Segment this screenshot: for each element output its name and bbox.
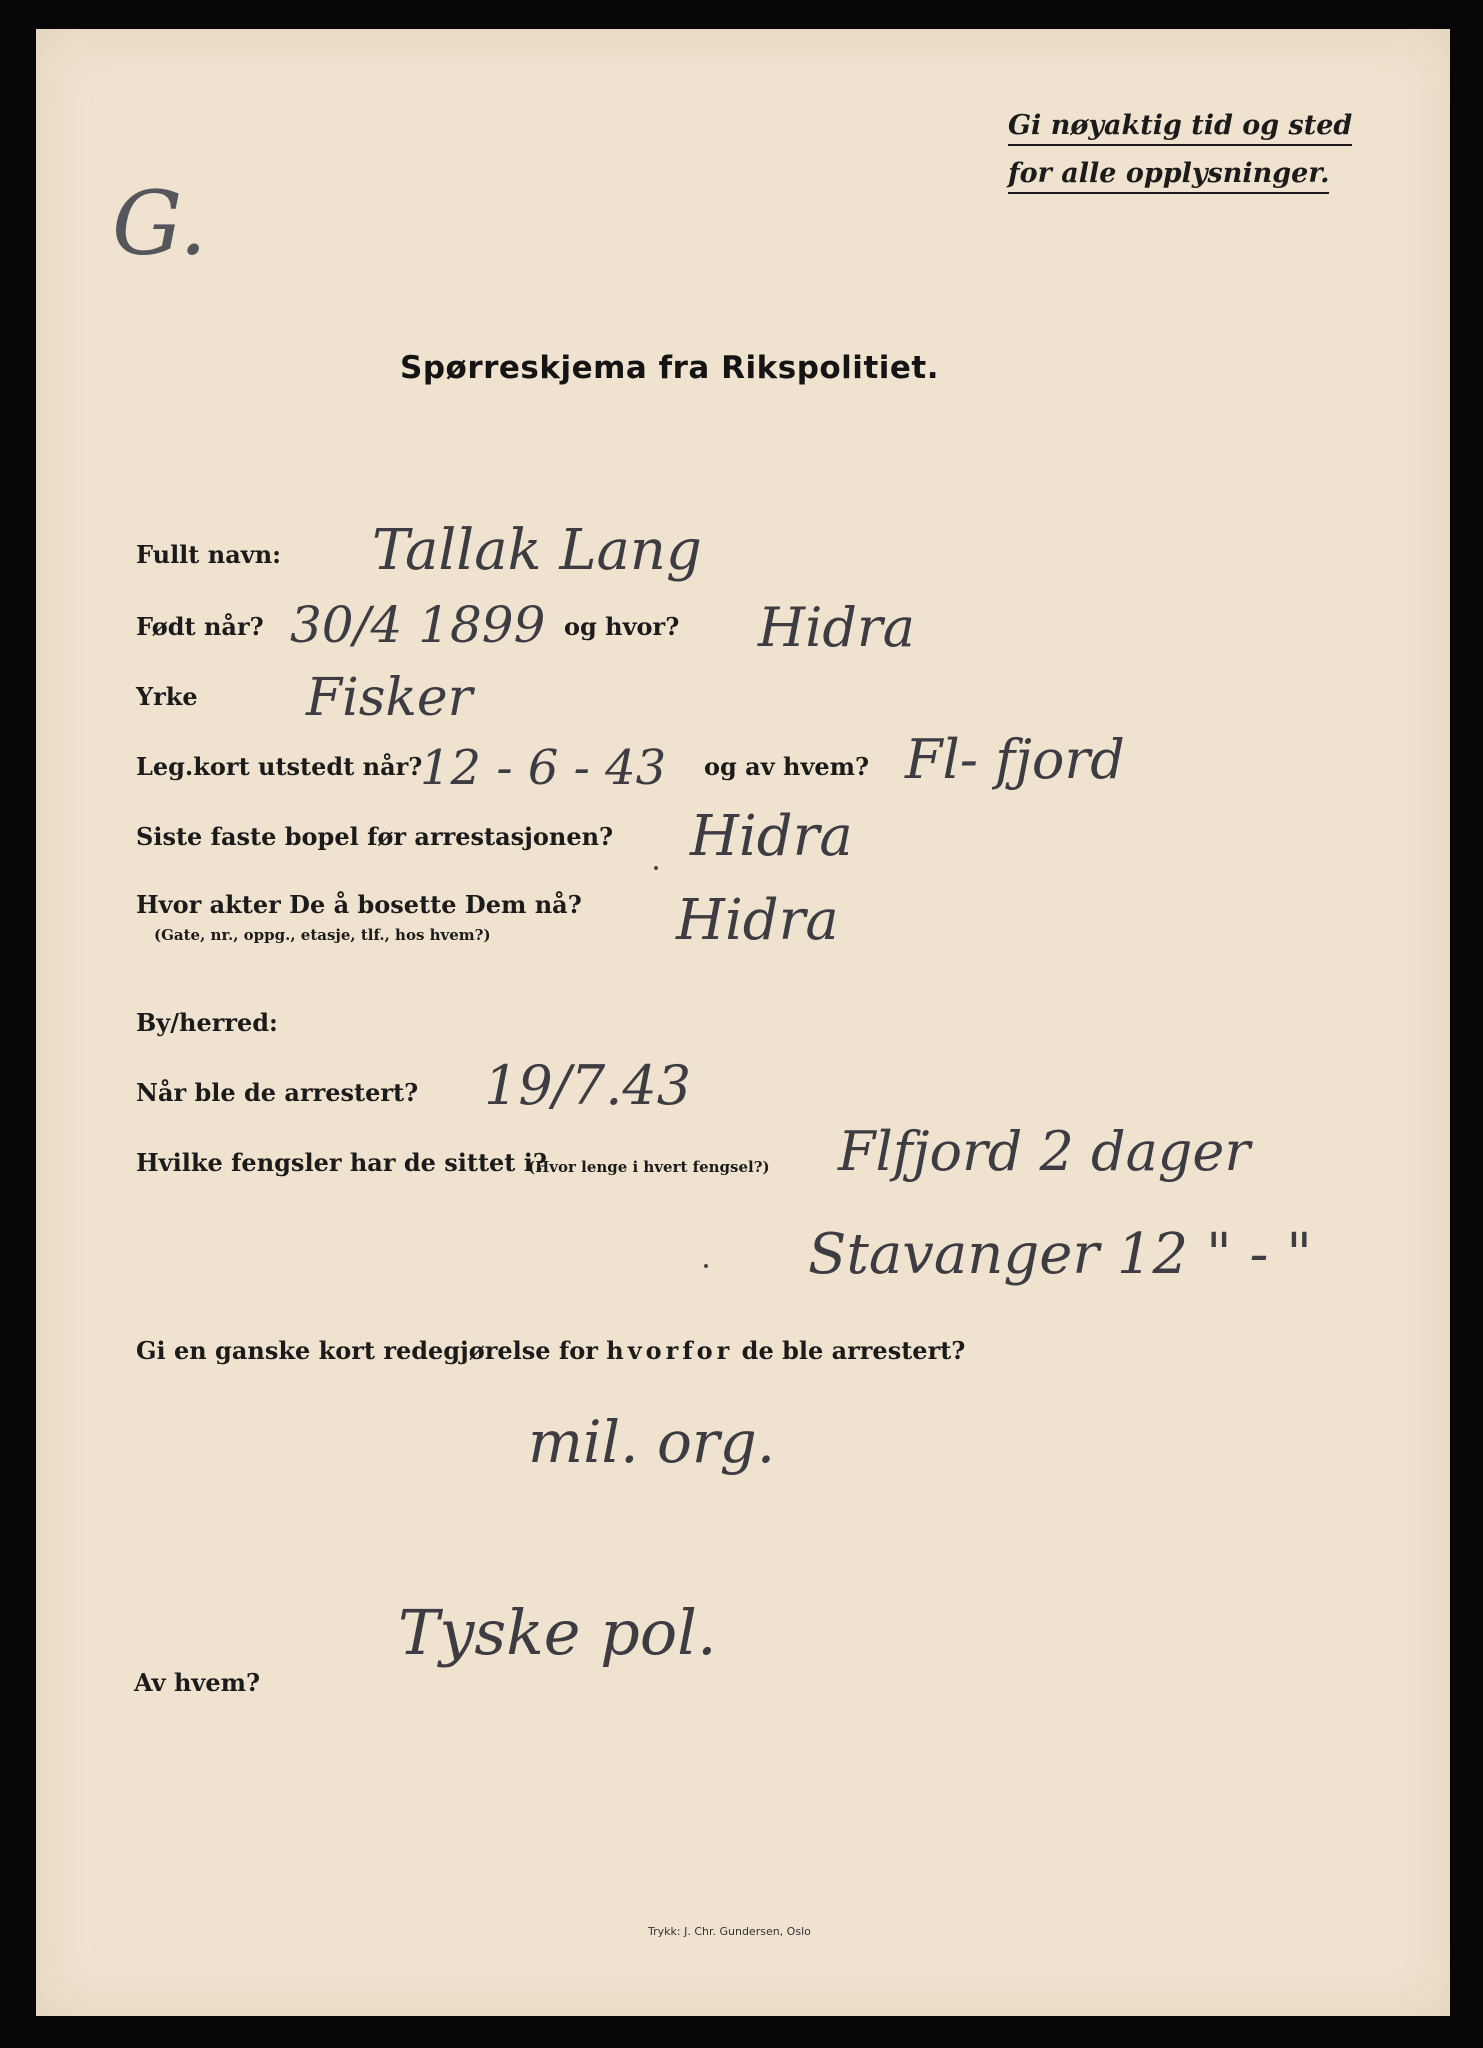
born-when-value: 30/4 1899: [290, 596, 546, 654]
prisons-value-line2: Stavanger 12 " - ": [808, 1222, 1312, 1287]
idcard-by-label: og av hvem?: [704, 752, 870, 781]
settle-label: Hvor akter De å bosette Dem nå?: [136, 890, 582, 919]
by-whom-value: Tyske pol.: [398, 1596, 717, 1669]
arrested-when-value: 19/7.43: [484, 1054, 692, 1117]
reason-value: mil. org.: [528, 1408, 776, 1476]
prisons-sublabel: (Hvor lenge i hvert fengsel?): [528, 1158, 770, 1176]
by-whom-label: Av hvem?: [134, 1668, 261, 1697]
printer-imprint: Trykk: J. Chr. Gundersen, Oslo: [648, 1925, 811, 1938]
reason-label-end: de ble arrestert?: [741, 1336, 966, 1365]
reason-label-emph: hvorfor: [606, 1336, 734, 1365]
idcard-by-value: Fl- fjord: [905, 728, 1125, 791]
occupation-label: Yrke: [136, 682, 198, 711]
born-when-label: Født når?: [136, 612, 264, 641]
full-name-label: Fullt navn:: [136, 540, 281, 569]
instruction-note-line1: Gi nøyaktig tid og sted: [1008, 110, 1352, 146]
full-name-value: Tallak Lang: [372, 518, 702, 583]
instruction-note-line2: for alle opplysninger.: [1008, 158, 1329, 194]
form-title: Spørreskjema fra Rikspolitiet.: [400, 350, 940, 386]
born-where-value: Hidra: [758, 596, 915, 659]
idcard-when-value: 12 - 6 - 43: [420, 740, 667, 796]
town-label: By/herred:: [136, 1008, 278, 1037]
born-where-label: og hvor?: [564, 612, 680, 641]
reason-label-start: Gi en ganske kort redegjørelse for: [136, 1336, 598, 1365]
idcard-when-label: Leg.kort utstedt når?: [136, 752, 423, 781]
occupation-value: Fisker: [306, 668, 473, 728]
prisons-value-line1: Flfjord 2 dager: [838, 1120, 1251, 1183]
reason-label: [136, 1336, 965, 1365]
last-residence-label: Siste faste bopel før arrestasjonen?: [136, 822, 614, 851]
prisons-label: Hvilke fengsler har de sittet i?: [136, 1148, 547, 1177]
settle-sublabel: (Gate, nr., oppg., etasje, tlf., hos hvem?): [154, 926, 491, 944]
ink-dot: [654, 866, 658, 870]
last-residence-value: Hidra: [690, 804, 853, 869]
corner-mark: G.: [112, 172, 208, 275]
settle-value: Hidra: [676, 888, 839, 953]
arrested-when-label: Når ble de arrestert?: [136, 1078, 419, 1107]
ink-dot: [704, 1264, 708, 1268]
